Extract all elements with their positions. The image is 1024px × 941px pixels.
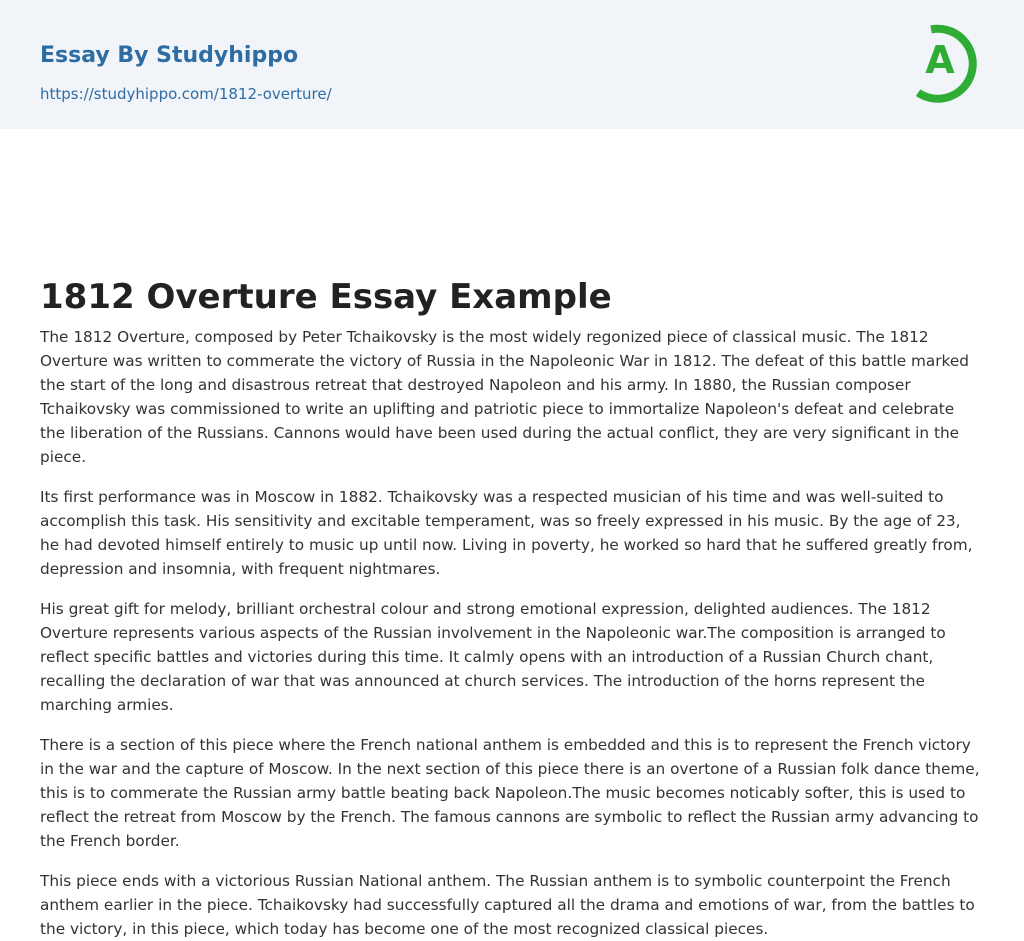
site-header [0,0,1024,129]
essay-paragraph: Its first performance was in Moscow in 1882. Tchaikovsky was a respected musician of his time and was well-suited to accomplish this task. His sensitivity and excitable temperament, was so freely expressed in his music. By the age of 23, he had devoted himself entirely to music up until now. Living in poverty, he worked so hard that he suffered greatly from, depression and insomnia, with frequent nightmares. [40,488,973,578]
studyhippo-a-logo-icon[interactable] [913,19,987,105]
essay-paragraph: This piece ends with a victorious Russian National anthem. The Russian anthem is to symbolic counterpoint the French anthem earlier in the piece. Tchaikovsky had successfully captured all the drama and emotions of war, from the battles to the victory, in this piece, which today has become one of the most recognized classical pieces. [40,872,975,938]
essay-paragraph: The 1812 Overture, composed by Peter Tchaikovsky is the most widely regonized piece of classical music. The 1812 Overture was written to commerate the victory of Russia in the Napoleonic War in 1812. The defeat of this battle marked the start of the long and disastrous retreat that destroyed Napoleon and his army. In 1880, the Russian composer Tchaikovsky was commissioned to write an uplifting and patriotic piece to immortalize Napoleon's defeat and celebrate the liberation of the Russians. Cannons would have been used during the actual conflict, they are very significant in the piece. [40,328,969,466]
essay-paragraph: There is a section of this piece where the French national anthem is embedded and this is to represent the French victory in the war and the capture of Moscow. In the next section of this piece there is an overtone of a Russian folk dance theme, this is to commerate the Russian army battle beating back Napoleon.The music becomes noticably softer, this is used to reflect the retreat from Moscow by the French. The famous cannons are symbolic to reflect the Russian army advancing to the French border. [40,736,980,850]
essay-paragraph: His great gift for melody, brilliant orchestral colour and strong emotional expression, delighted audiences. The 1812 Overture represents various aspects of the Russian involvement in the Napoleonic war.The composition is arranged to reflect specific battles and victories during this time. It calmly opens with an introduction of a Russian Church chant, recalling the declaration of war that was announced at church services. The introduction of the horns represent the marching armies. [40,600,946,714]
page-title: 1812 Overture Essay Example [40,277,612,317]
site-brand-title[interactable]: Essay By Studyhippo [40,43,299,68]
svg-text:A: A [925,38,955,82]
essay-content [0,129,1024,941]
essay-url-link[interactable]: https://studyhippo.com/1812-overture/ [40,85,332,103]
